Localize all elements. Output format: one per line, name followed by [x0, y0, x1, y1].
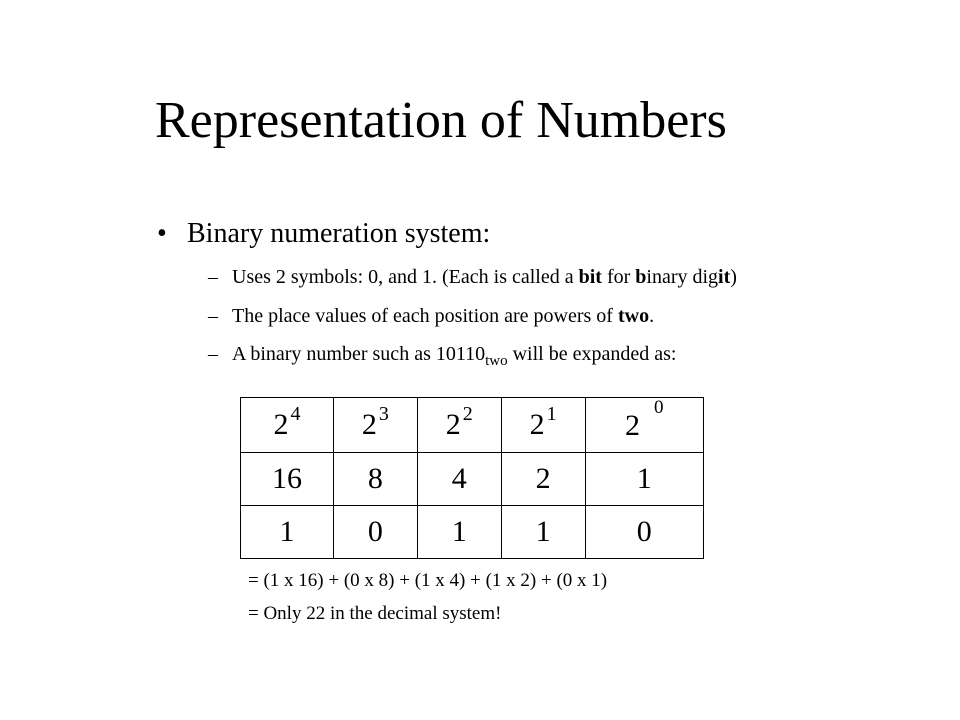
power-cell — [501, 398, 585, 453]
power-base: 2 — [361, 408, 377, 441]
digit-cell: 1 — [241, 506, 334, 559]
subbullet-text: ) — [730, 266, 737, 288]
subbullet-place-values — [208, 305, 654, 328]
bullet-text: Binary numeration system: — [187, 218, 491, 249]
subbullet-text: inary dig — [646, 266, 719, 288]
expansion-result: = Only 22 in the decimal system! — [248, 603, 502, 624]
place-value-cell: 8 — [333, 453, 417, 506]
expansion-formula: = (1 x 16) + (0 x 8) + (1 x 4) + (1 x 2) + (0 x 1) — [248, 570, 608, 591]
power-cell — [333, 398, 417, 453]
binary-place-value-table — [240, 397, 704, 559]
place-value-cell: 2 — [501, 453, 585, 506]
subbullet-text: Uses 2 symbols: 0, and 1. (Each is called a — [232, 266, 579, 288]
subbullet-text: will be expanded as: — [507, 343, 677, 365]
dash-marker: – — [208, 305, 218, 327]
digit-cell: 0 — [333, 506, 417, 559]
power-exponent: 1 — [546, 403, 557, 425]
powers-row — [241, 398, 704, 453]
power-cell — [417, 398, 501, 453]
dash-marker: – — [208, 266, 218, 288]
place-value-cell: 1 — [585, 453, 703, 506]
digit-cell: 1 — [417, 506, 501, 559]
bullet-marker: • — [157, 218, 167, 249]
place-value-cell: 16 — [241, 453, 334, 506]
bullet-item — [157, 218, 490, 250]
power-exponent: 4 — [290, 403, 301, 425]
subbullet-example — [208, 343, 677, 369]
power-cell — [585, 398, 703, 453]
power-base: 2 — [625, 408, 641, 442]
subbullet-text: A binary number such as 10110 — [232, 343, 486, 365]
place-value-cell: 4 — [417, 453, 501, 506]
digit-cell: 1 — [501, 506, 585, 559]
power-base: 2 — [273, 408, 289, 441]
bold-it: it — [718, 266, 731, 288]
digit-cell: 0 — [585, 506, 703, 559]
power-exponent: 0 — [654, 396, 664, 418]
subbullet-symbols — [208, 266, 737, 289]
power-exponent: 3 — [378, 403, 389, 425]
slide-title: Representation of Numbers — [155, 92, 727, 149]
subbullet-text: . — [649, 305, 655, 327]
bold-b: b — [635, 266, 647, 288]
dash-marker: – — [208, 343, 218, 365]
base-subscript: two — [485, 353, 508, 369]
digits-row — [241, 506, 704, 559]
power-base: 2 — [529, 408, 545, 441]
subbullet-text: The place values of each position are powers of — [232, 305, 618, 327]
power-cell — [241, 398, 334, 453]
place-values-row — [241, 453, 704, 506]
power-base: 2 — [445, 408, 461, 441]
bold-bit: bit — [578, 266, 602, 288]
power-exponent: 2 — [462, 403, 473, 425]
subbullet-text: for — [601, 266, 636, 288]
bold-two: two — [617, 305, 650, 327]
